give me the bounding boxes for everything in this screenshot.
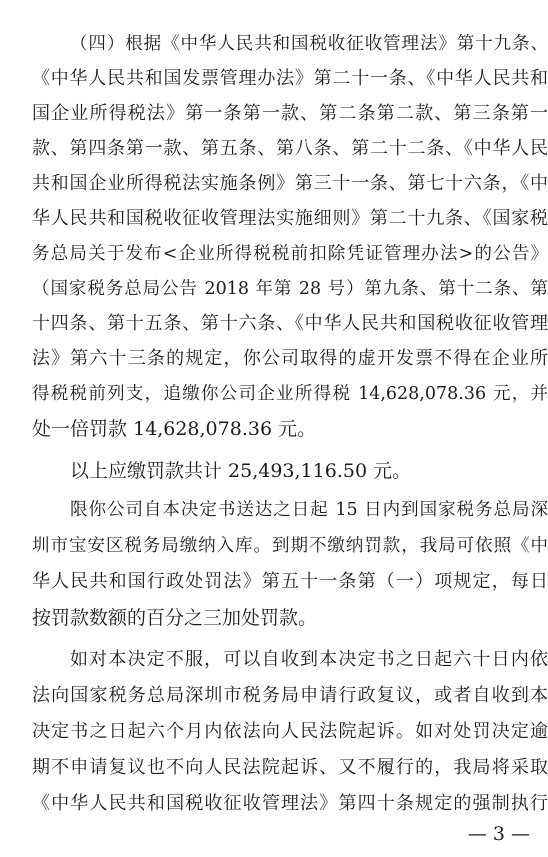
text-line — [0, 456, 548, 486]
line-text: 《中华人民共和国发票管理办法》第二十一条、《中华人民共和 — [32, 68, 548, 89]
text-line — [0, 379, 548, 409]
page-number: — 3 — — [467, 823, 530, 845]
line-text: 以上应缴罚款共计 25,493,116.50 元。 — [70, 460, 412, 482]
line-text: 款、第四条第一款、第五条、第八条、第二十二条、《中华人民 — [32, 138, 548, 159]
line-text: 圳市宝安区税务局缴纳入库。到期不缴纳罚款，我局可依照《中 — [32, 536, 548, 556]
text-line — [0, 789, 548, 819]
line-text: （四）根据《中华人民共和国税收征收管理法》第十九条、 — [70, 34, 548, 54]
text-line — [0, 169, 548, 199]
text-line — [0, 531, 548, 561]
text-line — [0, 64, 548, 94]
text-line — [0, 567, 548, 597]
line-text: 国企业所得税法》第一条第一款、第二条第二款、第三条第一 — [32, 103, 548, 124]
text-line — [0, 134, 548, 164]
text-line — [0, 309, 548, 339]
line-text: 十四条、第十五条、第十六条、《中华人民共和国税收征收管理 — [32, 313, 548, 334]
text-line — [0, 239, 548, 269]
text-line — [0, 99, 548, 129]
line-text: 务总局关于发布<企业所得税税前扣除凭证管理办法>的公告》 — [32, 244, 548, 264]
text-line — [0, 717, 548, 747]
line-text: 《中华人民共和国税收征收管理法》第四十条规定的强制执行 — [32, 793, 548, 814]
line-text: 法》第六十三条的规定，你公司取得的虚开发票不得在企业所 — [32, 348, 548, 369]
line-text: 如对本决定不服，可以自收到本决定书之日起六十日内依 — [70, 649, 548, 670]
line-text: 处一倍罚款 14,628,078.36 元。 — [32, 418, 317, 440]
line-text: 期不申请复议也不向人民法院起诉、又不履行的，我局将采取 — [32, 757, 548, 778]
text-line — [0, 495, 548, 525]
line-text: （国家税务总局公告 2018 年第 28 号）第九条、第十二条、第 — [32, 279, 548, 299]
text-line — [0, 645, 548, 675]
text-line — [0, 603, 548, 633]
line-text: 华人民共和国税收征收管理法实施细则》第二十九条、《国家税 — [32, 208, 548, 229]
text-line — [0, 29, 548, 59]
line-text: 按罚款数额的百分之三加处罚款。 — [32, 607, 318, 629]
line-text: 法向国家税务总局深圳市税务局申请行政复议，或者自收到本 — [32, 685, 548, 706]
text-line — [0, 753, 548, 783]
text-line — [0, 204, 548, 234]
line-text: 华人民共和国行政处罚法》第五十一条第（一）项规定，每日 — [32, 571, 548, 592]
line-text: 得税税前列支，追缴你公司企业所得税 14,628,078.36 元，并 — [32, 384, 548, 404]
text-line — [0, 274, 548, 304]
text-line — [0, 681, 548, 711]
line-text: 限你公司自本决定书送达之日起 15 日内到国家税务总局深 — [70, 500, 548, 520]
text-line — [0, 414, 548, 444]
line-text: 决定书之日起六个月内依法向人民法院起诉。如对处罚决定逾 — [32, 721, 548, 742]
line-text: 共和国企业所得税法实施条例》第三十一条、第七十六条，《中 — [32, 173, 548, 194]
text-line — [0, 344, 548, 374]
